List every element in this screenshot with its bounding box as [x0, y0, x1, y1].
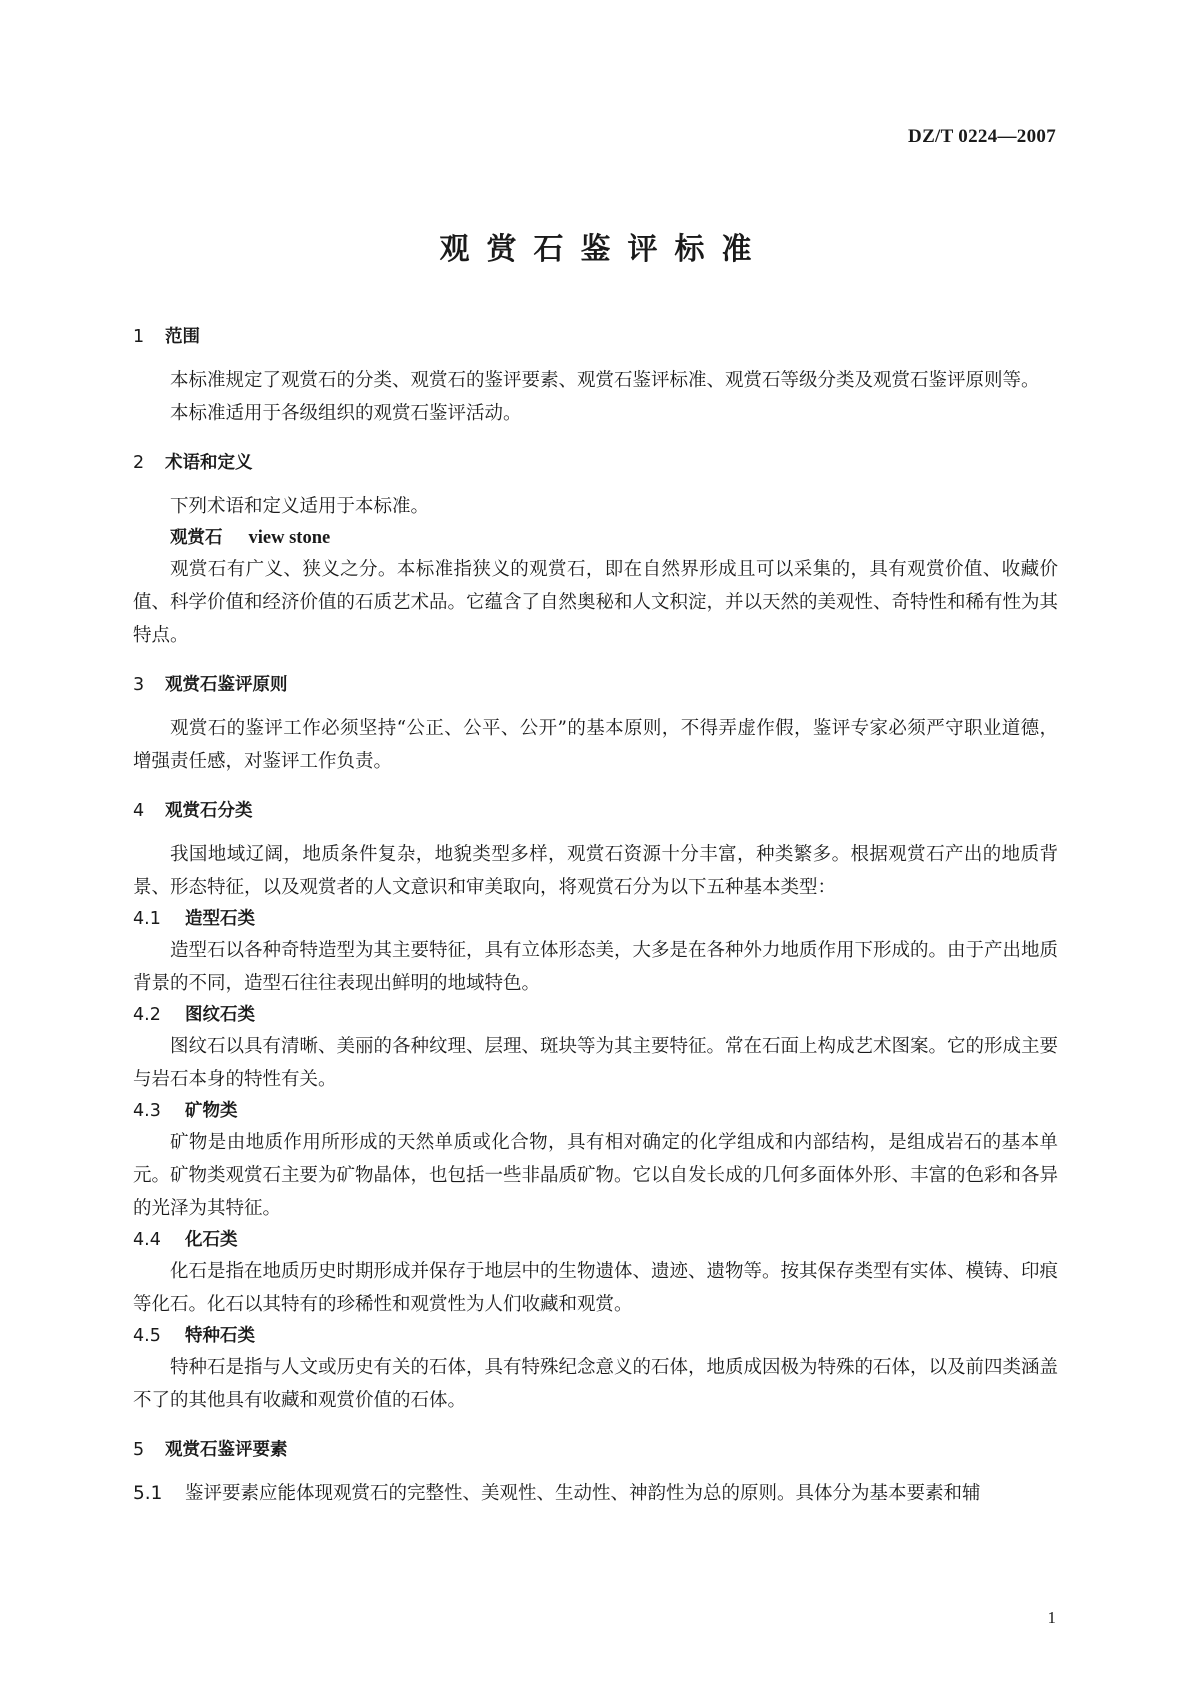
- subsection-heading-4-3: [133, 1096, 1058, 1126]
- paragraph: 观赏石的鉴评工作必须坚持“公正、公平、公开”的基本原则，不得弄虚作假，鉴评专家必须严守职业道德，增强责任感，对鉴评工作负责。: [133, 718, 1058, 772]
- section-heading-2: [133, 448, 1058, 478]
- subsection-title: 图纹石类: [185, 1005, 255, 1025]
- document-body: [133, 322, 1058, 1510]
- paragraph: 矿物是由地质作用所形成的天然单质或化合物，具有相对确定的化学组成和内部结构，是组成岩石的基本单元。矿物类观赏石主要为矿物晶体，也包括一些非晶质矿物。它以自发长成的几何多面体外形、丰富的色彩和各异的光泽为其特征。: [133, 1132, 1059, 1219]
- document-title: 观赏石鉴评标准: [439, 232, 769, 267]
- paragraph: 观赏石有广义、狭义之分。本标准指狭义的观赏石，即在自然界形成且可以采集的，具有观赏价值、收藏价值、科学价值和经济价值的石质艺术品。它蕴含了自然奥秘和人文积淀，并以天然的美观性、奇特性和稀有性为其特点。: [133, 559, 1059, 646]
- paragraph: 特种石是指与人文或历史有关的石体，具有特殊纪念意义的石体，地质成因极为特殊的石体，以及前四类涵盖不了的其他具有收藏和观赏价值的石体。: [133, 1357, 1059, 1411]
- section-title: 观赏石鉴评原则: [165, 675, 288, 695]
- section-heading-5: [133, 1435, 1058, 1465]
- paragraph: 造型石以各种奇特造型为其主要特征，具有立体形态美，大多是在各种外力地质作用下形成的。由于产出地质背景的不同，造型石往往表现出鲜明的地域特色。: [133, 940, 1059, 994]
- paragraph: 下列术语和定义适用于本标准。: [170, 496, 430, 517]
- section-number: 5: [133, 1440, 145, 1460]
- paragraph: 化石是指在地质历史时期形成并保存于地层中的生物遗体、遗迹、遗物等。按其保存类型有实体、模铸、印痕等化石。化石以其特有的珍稀性和观赏性为人们收藏和观赏。: [133, 1261, 1059, 1315]
- clause-number: 5.1: [133, 1483, 163, 1504]
- subsection-heading-4-4: [133, 1225, 1058, 1255]
- section-heading-1: [133, 322, 1058, 352]
- page-number: 1: [1047, 1608, 1056, 1627]
- subsection-heading-4-1: [133, 904, 1058, 934]
- subsection-title: 化石类: [185, 1230, 238, 1250]
- term-chinese: 观赏石: [170, 528, 223, 548]
- subsection-heading-4-2: [133, 1000, 1058, 1030]
- paragraph: 我国地域辽阔，地质条件复杂，地貌类型多样，观赏石资源十分丰富，种类繁多。根据观赏石产出的地质背景、形态特征，以及观赏者的人文意识和审美取向，将观赏石分为以下五种基本类型：: [133, 844, 1058, 898]
- section-heading-3: [133, 670, 1058, 700]
- subsection-heading-4-5: [133, 1321, 1058, 1351]
- term-english: view stone: [248, 528, 331, 548]
- subsection-number: 4.1: [133, 909, 161, 929]
- term-entry: [133, 523, 1058, 553]
- subsection-number: 4.3: [133, 1101, 161, 1121]
- paragraph: [133, 1477, 1058, 1510]
- section-title: 术语和定义: [165, 453, 253, 473]
- section-heading-4: [133, 796, 1058, 826]
- clause-text: 鉴评要素应能体现观赏石的完整性、美观性、生动性、神韵性为总的原则。具体分为基本要素和辅: [185, 1483, 981, 1504]
- subsection-number: 4.5: [133, 1326, 161, 1346]
- subsection-title: 矿物类: [185, 1101, 238, 1121]
- section-number: 3: [133, 675, 145, 695]
- subsection-title: 造型石类: [185, 909, 255, 929]
- subsection-number: 4.4: [133, 1230, 161, 1250]
- section-number: 2: [133, 453, 145, 473]
- section-number: 4: [133, 801, 145, 821]
- section-title: 观赏石分类: [165, 801, 253, 821]
- paragraph: 本标准适用于各级组织的观赏石鉴评活动。: [170, 403, 522, 424]
- section-title: 观赏石鉴评要素: [165, 1440, 288, 1460]
- section-title: 范围: [165, 327, 200, 347]
- paragraph: 图纹石以具有清晰、美丽的各种纹理、层理、斑块等为其主要特征。常在石面上构成艺术图案。它的形成主要与岩石本身的特性有关。: [133, 1036, 1059, 1090]
- section-number: 1: [133, 327, 145, 347]
- document-code: DZ/T 0224—2007: [908, 126, 1056, 147]
- paragraph: 本标准规定了观赏石的分类、观赏石的鉴评要素、观赏石鉴评标准、观赏石等级分类及观赏石鉴评原则等。: [170, 370, 1040, 391]
- subsection-title: 特种石类: [185, 1326, 255, 1346]
- subsection-number: 4.2: [133, 1005, 161, 1025]
